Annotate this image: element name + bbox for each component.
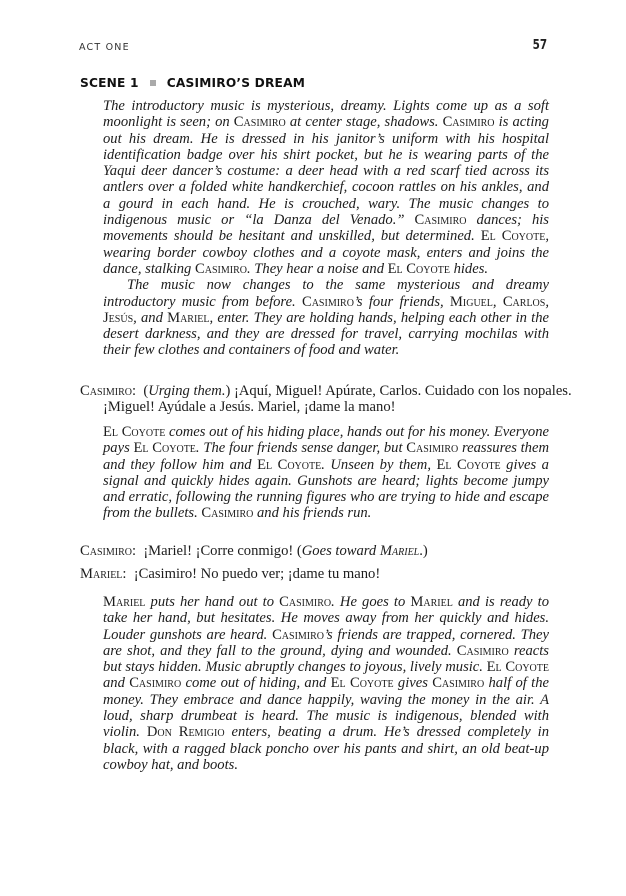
dialog-line: ¡Casimiro! No puedo ver; ¡dame tu mano! bbox=[133, 566, 381, 582]
parenthetical: Urging them. bbox=[148, 383, 226, 399]
character-name: Casimiro bbox=[129, 675, 182, 692]
character-name: El Coyote bbox=[387, 260, 450, 277]
speaker-name: Casimiro: bbox=[80, 543, 137, 559]
speaker-name: Casimiro: bbox=[80, 383, 137, 399]
character-name: El Coyote bbox=[436, 456, 501, 473]
character-name: Casimiro bbox=[195, 260, 247, 277]
character-name: El Coyote bbox=[257, 456, 322, 473]
character-name: Jesús bbox=[103, 309, 134, 326]
scene-number: SCENE 1 bbox=[80, 76, 139, 90]
stage-direction-opening bbox=[103, 98, 549, 359]
scene-title: CASIMIRO’S DREAM bbox=[166, 76, 306, 90]
stage-paragraph-2: The music now changes to the same mysterious and dreamy introductory music from before. Casimiro’s four friends, Miguel, Carlos, Jesús, and Mariel, enter. They are holding hands, helping each other in the desert darkness, and they are dressed for travel, carrying mochilas with their few clothes and containers of food and water. bbox=[103, 277, 549, 359]
character-name: Casimiro bbox=[432, 675, 485, 692]
parenthetical: Goes toward Mariel bbox=[301, 543, 420, 559]
character-name: Mariel bbox=[410, 594, 453, 610]
character-name: Casimiro bbox=[201, 505, 254, 522]
running-head: ACT ONE bbox=[79, 42, 130, 53]
character-name: Casimiro bbox=[301, 293, 354, 310]
character-name: Don Remigio bbox=[146, 724, 225, 741]
page-number: 57 bbox=[532, 38, 547, 53]
stage-direction-coyote: El Coyote comes out of his hiding place, hands out for his money. Everyone pays El Coyote. The four friends sense danger, but Casimiro reassures them and they follow him and El Coyote. Unseen by them, El Coyote gives a signal and quickly hides again. Gunshots are heard; lights become jumpy and erratic, following the running figures who are trying to hide and escape from the bullets. Casimiro and his friends run. bbox=[103, 424, 549, 522]
dialog-line: ¡Aquí, Miguel! Apúrate, Carlos. Cuidado con los nopales. ¡Miguel! Ayúdale a Jesús. Mariel, ¡dame la mano! bbox=[103, 383, 572, 416]
character-name: Mariel bbox=[167, 309, 210, 326]
character-name: Miguel bbox=[449, 293, 493, 310]
character-name: El Coyote bbox=[486, 659, 549, 676]
character-name: El Coyote bbox=[480, 228, 546, 245]
scene-heading bbox=[80, 76, 305, 90]
character-name: Mariel bbox=[103, 594, 146, 610]
character-name: El Coyote bbox=[103, 424, 166, 440]
dialog-line: ¡Mariel! ¡Corre conmigo! ( bbox=[143, 543, 302, 559]
character-name: Carlos bbox=[502, 293, 546, 310]
dialog-casimiro-1: Casimiro: (Urging them.) ¡Aquí, Miguel! Apúrate, Carlos. Cuidado con los nopales. ¡Miguel! Ayúdale a Jesús. Mariel, ¡dame la mano! bbox=[80, 383, 572, 416]
character-name: Casimiro bbox=[406, 440, 459, 457]
dialog-casimiro-2: Casimiro: ¡Mariel! ¡Corre conmigo! (Goes toward Mariel.) bbox=[80, 543, 428, 559]
character-name: El Coyote bbox=[330, 675, 394, 692]
stage-paragraph-1: The introductory music is mysterious, dreamy. Lights come up as a soft moonlight is seen; on Casimiro at center stage, shadows. Casimiro is acting out his dream. He is dressed in his janitor’s uniform with his hospital identification badge over his shirt pocket, but he is wearing parts of the Yaqui deer dancer’s costume: a deer head with a red scarf tied across its antlers over a folded white handkerchief, cocoon rattles on his ankles, and a gourd in each hand. He is crouched, wary. The music changes to indigenous music or “la Danza del Venado.” Casimiro dances; his movements should be hesitant and unskilled, but determined. El Coyote, wearing border cowboy clothes and a coyote mask, enters and joins the dance, stalking Casimiro. They hear a noise and El Coyote hides. bbox=[103, 98, 549, 277]
character-name: Casimiro bbox=[414, 212, 467, 229]
separator-square-icon bbox=[150, 80, 156, 86]
character-name: Casimiro bbox=[233, 114, 286, 131]
character-name: Casimiro bbox=[279, 594, 332, 610]
character-name: Casimiro bbox=[442, 114, 495, 131]
stage-direction-mariel: Mariel puts her hand out to Casimiro. He goes to Mariel and is ready to take her hand, but hesitates. He moves away from her quickly and hides. Louder gunshots are heard. Casimiro’s friends are trapped, cornered. They are shot, and they fall to the ground, dying and wounded. Casimiro reacts but stays hidden. Music abruptly changes to joyous, lively music. El Coyote and Casimiro come out of hiding, and El Coyote gives Casimiro half of the money. They embrace and dance happily, waving the money in the air. A loud, sharp drumbeat is heard. The music is indigenous, blended with violin. Don Remigio enters, beating a drum. He’s dressed completely in black, with a ragged black poncho over his pants and shirt, an old beat-up cowboy hat, and boots. bbox=[103, 594, 550, 773]
character-name: Casimiro bbox=[272, 626, 325, 643]
speaker-name: Mariel: bbox=[80, 566, 127, 582]
character-name: El Coyote bbox=[133, 440, 196, 457]
dialog-mariel bbox=[80, 566, 572, 582]
character-name: Casimiro bbox=[456, 642, 509, 659]
